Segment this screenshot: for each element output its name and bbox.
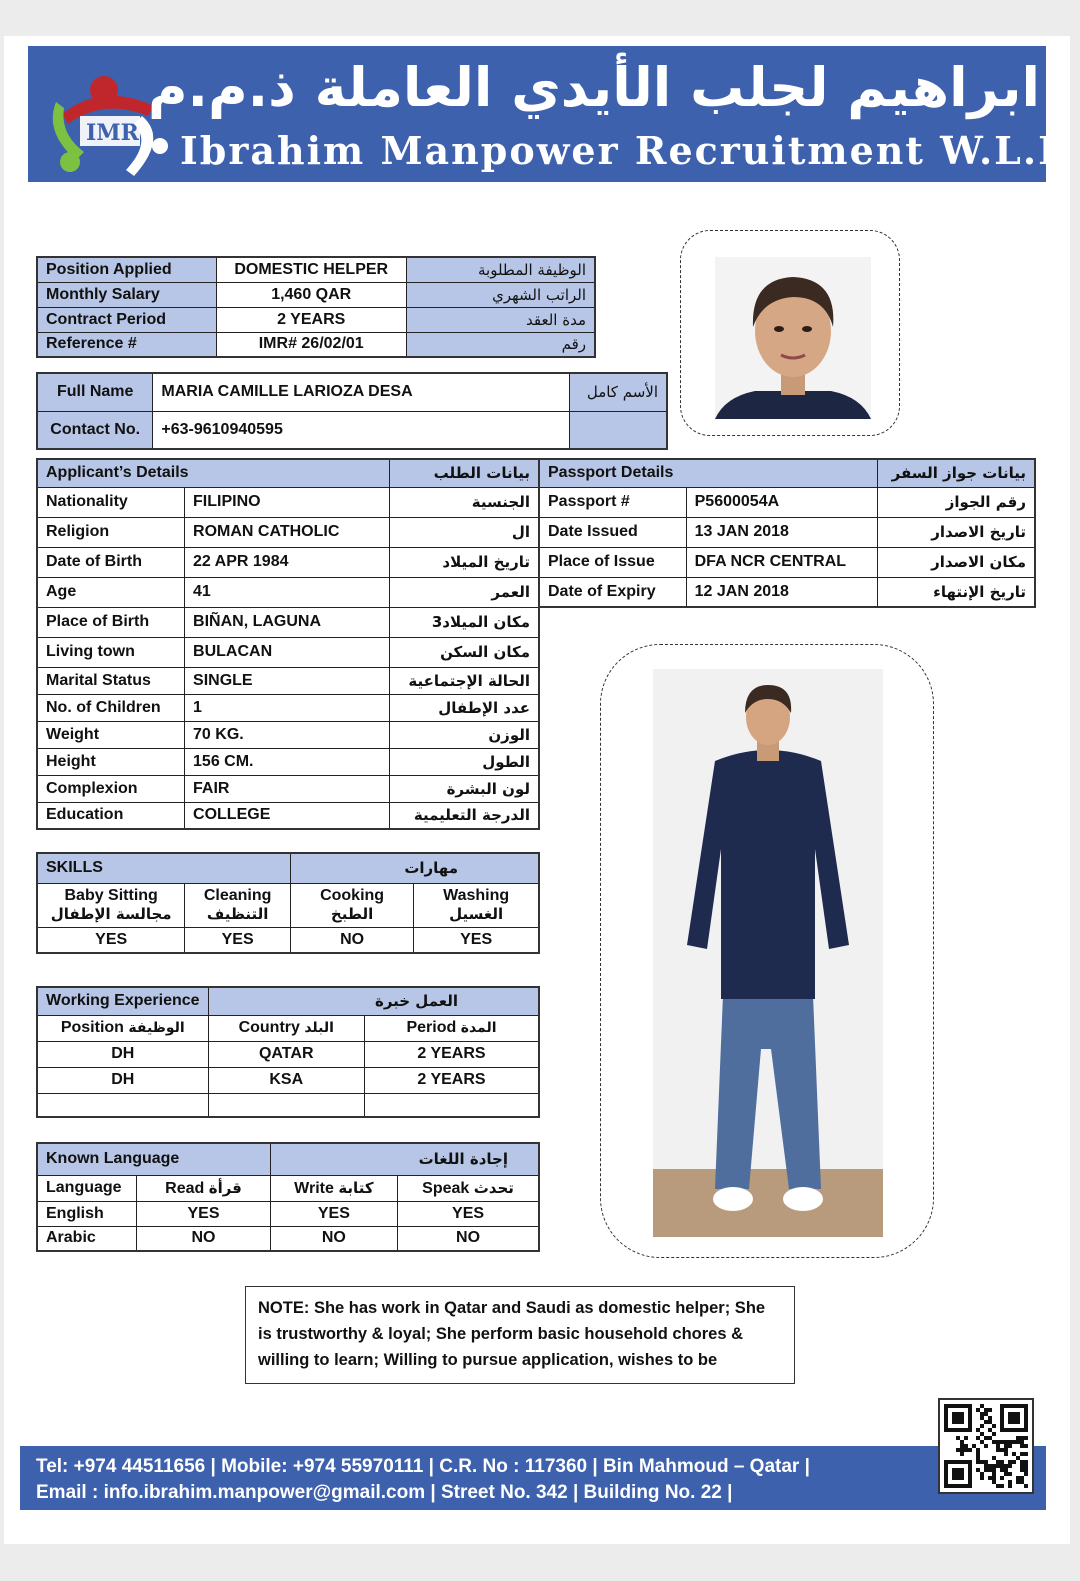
section-header xyxy=(37,987,539,1015)
experience-col-header xyxy=(364,1015,539,1041)
table-row xyxy=(539,517,1035,547)
row-label-ar: الوزن xyxy=(389,721,539,748)
table-row xyxy=(37,487,539,517)
note-label: NOTE: xyxy=(258,1299,310,1317)
row-label: No. of Children xyxy=(37,694,185,721)
full-name-label-ar: الأسم كامل xyxy=(569,373,667,411)
row-label: Nationality xyxy=(37,487,185,517)
language-read: YES xyxy=(137,1201,270,1226)
row-label-ar: رقم xyxy=(406,332,595,357)
row-label: Marital Status xyxy=(37,667,185,694)
row-label-ar: عدد الإطفال xyxy=(389,694,539,721)
col-header-label: Period xyxy=(406,1019,457,1036)
language-table xyxy=(36,1142,540,1252)
passport-title: Passport Details xyxy=(539,459,877,487)
skills-title: SKILLS xyxy=(37,853,290,883)
row-label-ar: الجنسية xyxy=(389,487,539,517)
row-label-ar: الوظيفة المطلوبة xyxy=(406,257,595,282)
table-row xyxy=(37,637,539,667)
speak-label-ar: تحدث xyxy=(473,1178,514,1197)
language-title-ar: إجادة اللغات xyxy=(270,1143,539,1175)
table-row xyxy=(37,577,539,607)
row-value: ROMAN CATHOLIC xyxy=(185,517,390,547)
full-name-label: Full Name xyxy=(37,373,153,411)
table-row xyxy=(37,1067,539,1093)
section-header xyxy=(539,459,1035,487)
section-header xyxy=(37,853,539,883)
empty-cell xyxy=(569,411,667,449)
position-applied-value: DOMESTIC HELPER xyxy=(216,257,406,282)
row-label-ar: لون البشرة xyxy=(389,775,539,802)
section-header xyxy=(37,459,539,487)
row-label-ar: تاريخ الاصدار xyxy=(877,517,1035,547)
footer-contact-line: Tel: +974 44511656 | Mobile: +974 55970111 | C.R. No : 117360 | Bin Mahmoud – Qatar | xyxy=(36,1456,810,1477)
skill-header xyxy=(414,883,539,927)
reference-value: IMR# 26/02/01 xyxy=(216,332,406,357)
col-header-label: Position xyxy=(60,1019,124,1036)
row-label-ar: مكان الميلاد3 xyxy=(389,607,539,637)
experience-title-ar: العمل خبرة xyxy=(208,987,539,1015)
row-label: Passport # xyxy=(539,487,686,517)
row-label: Date of Expiry xyxy=(539,577,686,607)
language-speak: YES xyxy=(398,1201,539,1226)
skill-header xyxy=(185,883,291,927)
col-header-label: Country xyxy=(238,1019,300,1036)
skill-header xyxy=(37,883,185,927)
table-row xyxy=(37,1093,539,1117)
skill-label: Washing xyxy=(443,887,510,904)
experience-position: DH xyxy=(37,1041,208,1067)
row-label: Date Issued xyxy=(539,517,686,547)
row-label-ar: تاريخ الميلاد xyxy=(389,547,539,577)
row-value: P5600054A xyxy=(686,487,877,517)
table-row xyxy=(37,802,539,829)
table-row xyxy=(37,307,595,332)
table-row xyxy=(37,721,539,748)
table-row xyxy=(37,667,539,694)
table-row xyxy=(37,547,539,577)
language-read: NO xyxy=(137,1226,270,1251)
row-label-ar: ال xyxy=(389,517,539,547)
skill-label: Cooking xyxy=(320,887,385,904)
row-value: 13 JAN 2018 xyxy=(686,517,877,547)
row-value: FILIPINO xyxy=(185,487,390,517)
table-row xyxy=(37,332,595,357)
table-row xyxy=(37,373,667,411)
experience-position: DH xyxy=(37,1067,208,1093)
row-label: Date of Birth xyxy=(37,547,185,577)
row-label-ar: الحالة الإجتماعية xyxy=(389,667,539,694)
language-col-header: Language xyxy=(37,1175,137,1201)
table-row xyxy=(37,883,539,927)
skills-table xyxy=(36,852,540,954)
row-label: Position Applied xyxy=(37,257,216,282)
skill-label-ar: مجالسة الإطفال xyxy=(50,905,172,923)
row-label-ar: الدرجة التعليمية xyxy=(389,802,539,829)
note-text: She has work in Qatar and Saudi as domestic helper; She is trustworthy & loyal; She perform basic household chores & willing to learn; Willing to pursue application, wishes to be xyxy=(258,1299,766,1369)
monthly-salary-value: 1,460 QAR xyxy=(216,282,406,307)
row-value: 22 APR 1984 xyxy=(185,547,390,577)
table-header-row xyxy=(37,1015,539,1041)
language-write: NO xyxy=(270,1226,397,1251)
table-row xyxy=(37,607,539,637)
language-name: English xyxy=(37,1201,137,1226)
experience-col-header xyxy=(37,1015,208,1041)
row-label-ar: رقم الجواز xyxy=(877,487,1035,517)
fullbody-frame xyxy=(600,644,934,1258)
row-label: Place of Birth xyxy=(37,607,185,637)
row-value: 41 xyxy=(185,577,390,607)
headshot-frame xyxy=(680,230,900,436)
row-value: 1 xyxy=(185,694,390,721)
read-col-header xyxy=(137,1175,270,1201)
row-label: Age xyxy=(37,577,185,607)
row-label-ar: مدة العقد xyxy=(406,307,595,332)
skill-value: NO xyxy=(290,927,413,953)
footer-address-line: Email : info.ibrahim.manpower@gmail.com | Street No. 342 | Building No. 22 | xyxy=(36,1482,733,1503)
language-write: YES xyxy=(270,1201,397,1226)
row-label: Place of Issue xyxy=(539,547,686,577)
col-header-label-ar: البلد xyxy=(304,1020,334,1036)
experience-period: 2 YEARS xyxy=(364,1067,539,1093)
full-name-value: MARIA CAMILLE LARIOZA DESA xyxy=(153,373,569,411)
table-row xyxy=(37,748,539,775)
row-value: SINGLE xyxy=(185,667,390,694)
read-label: Read xyxy=(165,1179,205,1197)
table-header-row xyxy=(37,1175,539,1201)
qr-code xyxy=(938,1398,1034,1494)
row-label: Weight xyxy=(37,721,185,748)
row-label-ar: مكان السكن xyxy=(389,637,539,667)
row-label: Living town xyxy=(37,637,185,667)
row-label: Reference # xyxy=(37,332,216,357)
table-row xyxy=(37,775,539,802)
row-label: Contract Period xyxy=(37,307,216,332)
table-row xyxy=(37,1041,539,1067)
skill-value: YES xyxy=(37,927,185,953)
row-label-ar: تاريخ الإنتهاء xyxy=(877,577,1035,607)
applicant-details-table xyxy=(36,458,540,830)
table-row xyxy=(37,927,539,953)
table-row xyxy=(37,517,539,547)
experience-country: QATAR xyxy=(208,1041,364,1067)
speak-col-header xyxy=(398,1175,539,1201)
row-label: Complexion xyxy=(37,775,185,802)
contact-value: +63-9610940595 xyxy=(153,411,569,449)
position-table xyxy=(36,256,596,358)
company-name-english: Ibrahim Manpower Recruitment W.L.L xyxy=(180,128,1067,173)
applicant-title-ar: بيانات الطلب xyxy=(389,459,539,487)
identity-table xyxy=(36,372,668,450)
note-box xyxy=(245,1286,795,1384)
experience-country: KSA xyxy=(208,1067,364,1093)
skill-label-ar: الطبخ xyxy=(330,905,374,923)
table-row xyxy=(37,257,595,282)
skill-label: Cleaning xyxy=(203,887,272,904)
write-label: Write xyxy=(294,1179,334,1197)
table-row xyxy=(37,282,595,307)
skill-label-ar: الغسيل xyxy=(449,905,504,923)
empty-cell xyxy=(364,1093,539,1117)
table-row xyxy=(37,694,539,721)
language-speak: NO xyxy=(398,1226,539,1251)
row-label-ar: العمر xyxy=(389,577,539,607)
language-title: Known Language xyxy=(37,1143,270,1175)
skill-label: Baby Sitting xyxy=(64,887,158,904)
experience-col-header xyxy=(208,1015,364,1041)
row-value: 70 KG. xyxy=(185,721,390,748)
table-row xyxy=(37,411,667,449)
row-label: Height xyxy=(37,748,185,775)
row-value: 156 CM. xyxy=(185,748,390,775)
passport-title-ar: بيانات جواز السفر xyxy=(877,459,1035,487)
footer-banner xyxy=(20,1446,1046,1510)
company-name-arabic: ابراهيم لجلب الأيدي العاملة ذ.م.م xyxy=(147,56,1040,119)
row-label: Education xyxy=(37,802,185,829)
table-row xyxy=(539,487,1035,517)
skill-header xyxy=(290,883,413,927)
applicant-title: Applicant’s Details xyxy=(37,459,389,487)
row-value: BIÑAN, LAGUNA xyxy=(185,607,390,637)
read-label-ar: قرأة xyxy=(208,1178,242,1197)
row-value: FAIR xyxy=(185,775,390,802)
experience-period: 2 YEARS xyxy=(364,1041,539,1067)
row-label-ar: الطول xyxy=(389,748,539,775)
table-row xyxy=(539,577,1035,607)
row-value: COLLEGE xyxy=(185,802,390,829)
table-row xyxy=(37,1201,539,1226)
passport-details-table xyxy=(538,458,1036,608)
write-label-ar: كتابة xyxy=(338,1178,374,1197)
skills-title-ar: مهارات xyxy=(290,853,539,883)
empty-cell xyxy=(208,1093,364,1117)
skill-value: YES xyxy=(414,927,539,953)
row-value: DFA NCR CENTRAL xyxy=(686,547,877,577)
table-row xyxy=(539,547,1035,577)
skill-label-ar: التنظيف xyxy=(206,905,269,923)
contact-label: Contact No. xyxy=(37,411,153,449)
row-label-ar: الراتب الشهري xyxy=(406,282,595,307)
col-header-label-ar: المدة xyxy=(460,1020,497,1036)
section-header xyxy=(37,1143,539,1175)
row-label-ar: مكان الاصدار xyxy=(877,547,1035,577)
experience-table xyxy=(36,986,540,1118)
empty-cell xyxy=(37,1093,208,1117)
skill-value: YES xyxy=(185,927,291,953)
speak-label: Speak xyxy=(422,1179,470,1197)
experience-title: Working Experience xyxy=(37,987,208,1015)
row-label: Religion xyxy=(37,517,185,547)
row-label: Monthly Salary xyxy=(37,282,216,307)
table-row xyxy=(37,1226,539,1251)
headshot-photo xyxy=(715,257,871,419)
write-col-header xyxy=(270,1175,397,1201)
fullbody-photo xyxy=(653,669,883,1237)
col-header-label-ar: الوظيفة xyxy=(128,1020,185,1036)
row-value: BULACAN xyxy=(185,637,390,667)
row-value: 12 JAN 2018 xyxy=(686,577,877,607)
language-name: Arabic xyxy=(37,1226,137,1251)
svg-text:IMR: IMR xyxy=(86,120,139,146)
contract-period-value: 2 YEARS xyxy=(216,307,406,332)
